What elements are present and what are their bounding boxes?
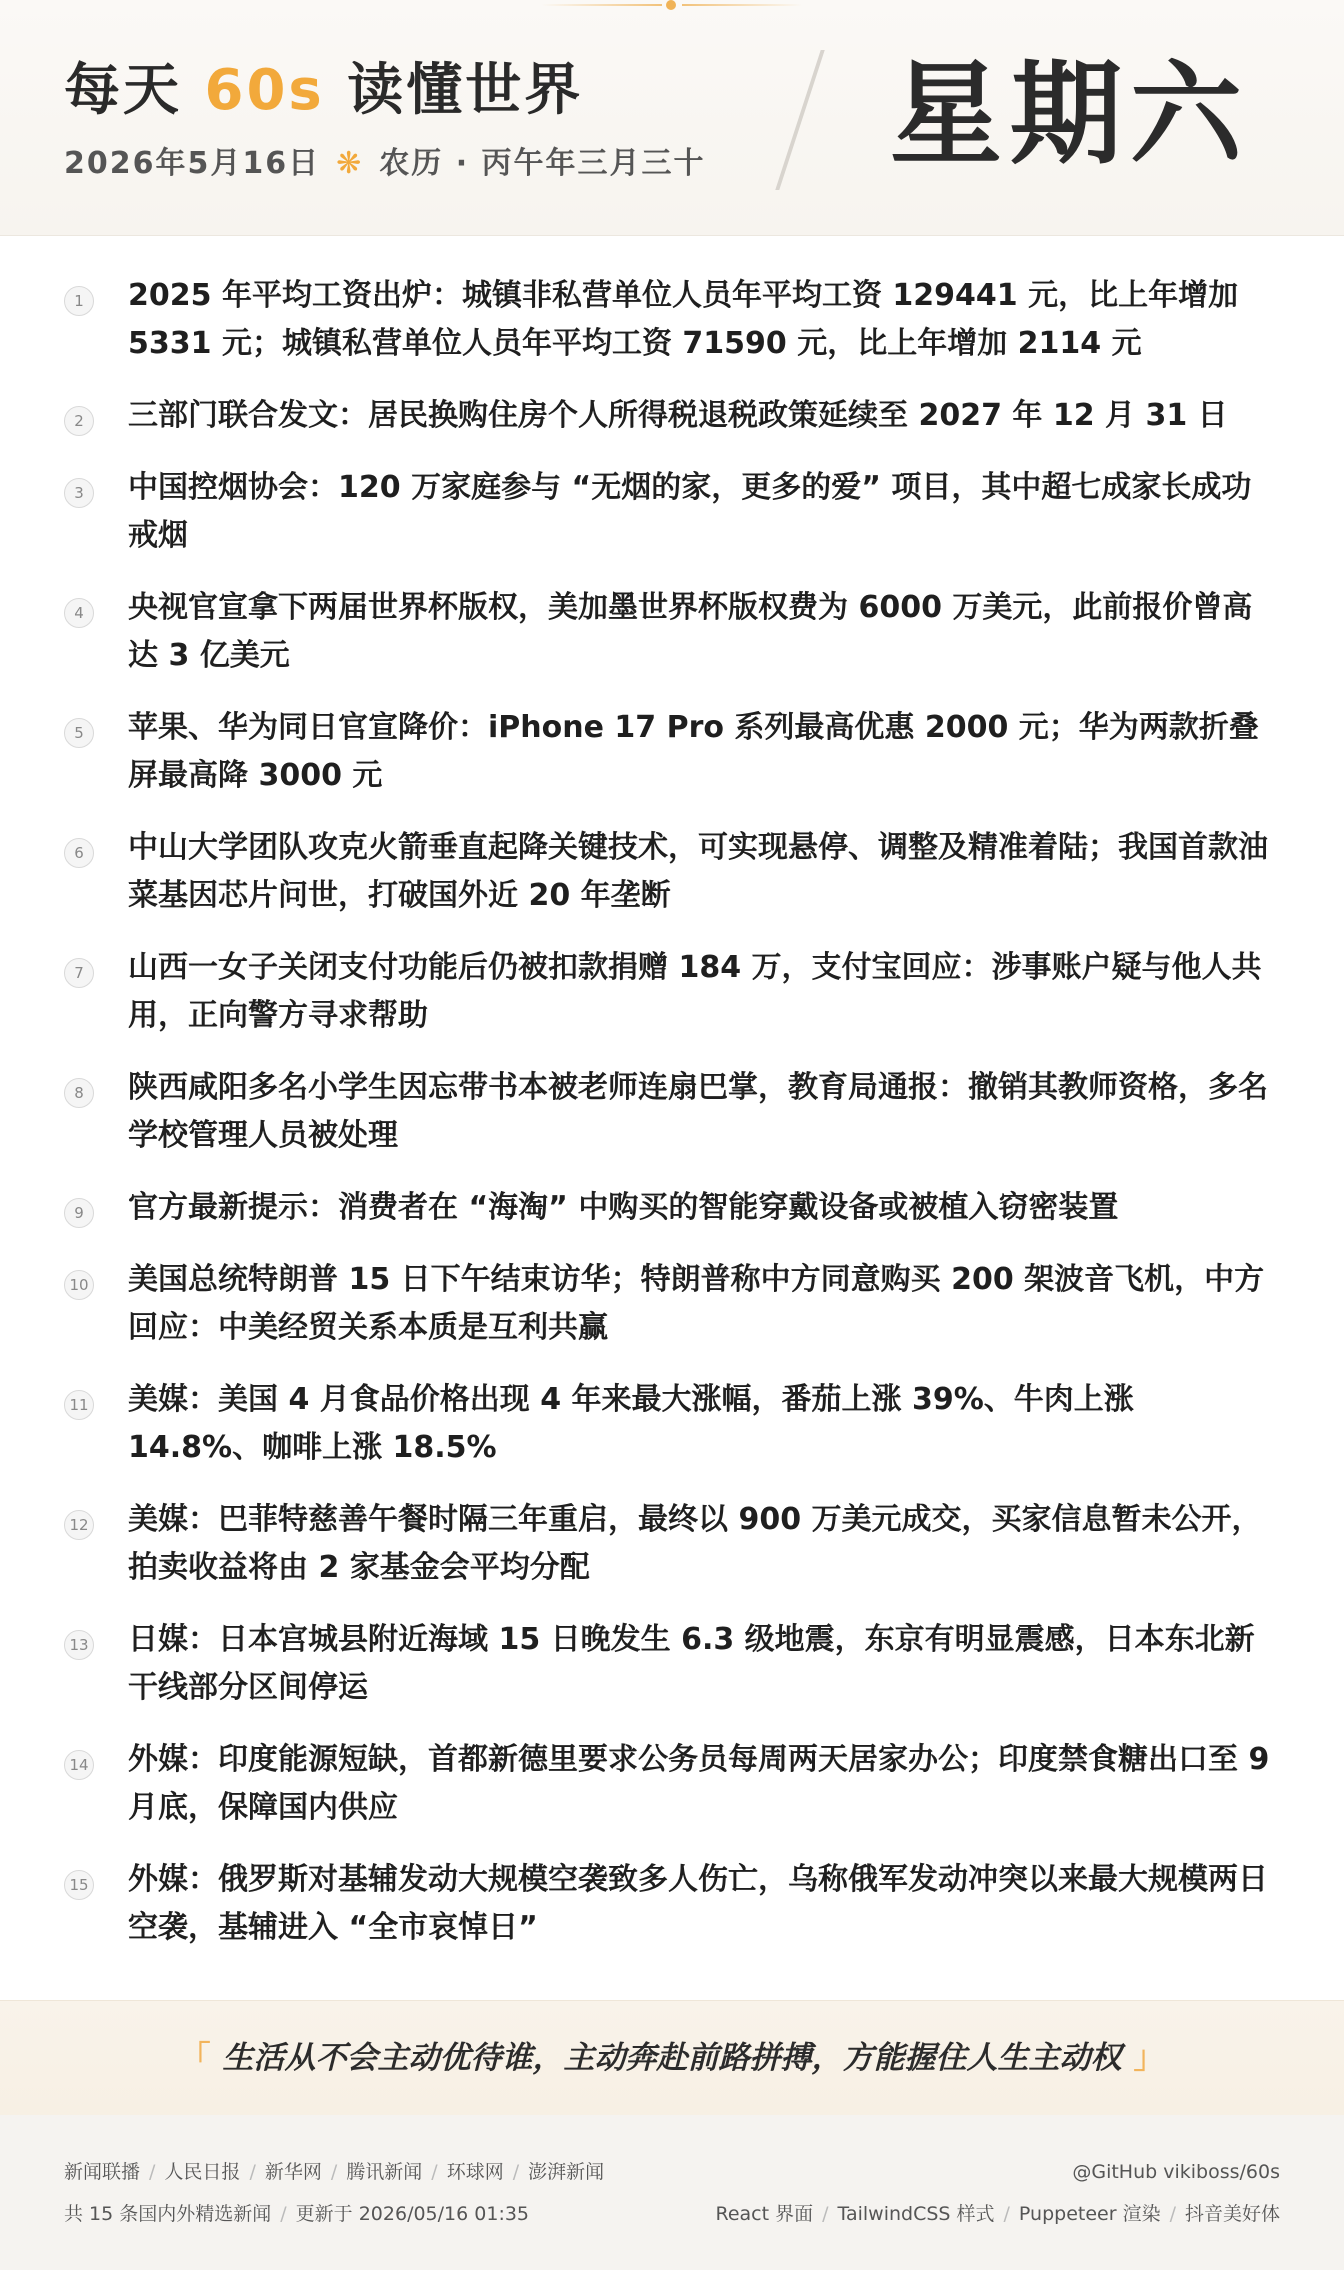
divider-slash [775, 50, 824, 190]
top-ornament [532, 0, 812, 12]
quote-close-mark: 」 [1133, 2040, 1165, 2076]
news-item [0, 392, 1344, 440]
lunar-date: 农历 · 丙午年三月三十 [379, 146, 706, 181]
updated-time: 更新于 2026/05/16 01:35 [295, 2203, 530, 2225]
news-number-badge: 14 [64, 1750, 94, 1780]
source-item: 腾讯新闻 [346, 2161, 423, 2183]
news-number-badge: 10 [64, 1270, 94, 1300]
news-item [0, 704, 1344, 800]
news-text: 中山大学团队攻克火箭垂直起降关键技术，可实现悬停、调整及精准着陆；我国首款油菜基因芯片问世，打破国外近 20 年垄断 [128, 830, 1268, 913]
news-text: 日媒：日本宫城县附近海域 15 日晚发生 6.3 级地震，东京有明显震感，日本东北新干线部分区间停运 [128, 1622, 1255, 1705]
news-item [0, 944, 1344, 1040]
footer-row-meta [64, 2199, 1280, 2229]
news-item [0, 1616, 1344, 1712]
news-item [0, 1064, 1344, 1160]
header [0, 0, 1344, 236]
separator: / [1169, 2203, 1176, 2225]
credit-item: React 界面 [715, 2203, 814, 2225]
news-number-badge: 3 [64, 478, 94, 508]
news-text: 三部门联合发文：居民换购住房个人所得税退税政策延续至 2027 年 12 月 31 日 [128, 398, 1228, 433]
separator: / [1003, 2203, 1010, 2225]
quote-text: 生活从不会主动优待谁，主动奔赴前路拼搏，方能握住人生主动权 [222, 2040, 1122, 2076]
news-number-badge: 6 [64, 838, 94, 868]
news-list [0, 272, 1344, 1976]
news-number-badge: 13 [64, 1630, 94, 1660]
source-item: 澎湃新闻 [528, 2161, 605, 2183]
credit-item: TailwindCSS 样式 [837, 2203, 995, 2225]
brand-prefix: 每天 [64, 58, 182, 123]
news-text: 山西一女子关闭支付功能后仍被扣款捐赠 184 万，支付宝回应：涉事账户疑与他人共用，正向警方寻求帮助 [128, 950, 1262, 1033]
news-number-badge: 2 [64, 406, 94, 436]
daily-quote [0, 2035, 1344, 2081]
brand-accent: 60s [204, 58, 325, 123]
gregorian-date: 2026年5月16日 [64, 146, 321, 181]
news-number-badge: 8 [64, 1078, 94, 1108]
separator: / [280, 2203, 287, 2225]
separator: / [431, 2161, 438, 2183]
separator: / [512, 2161, 520, 2183]
ornament-line-right [682, 4, 802, 6]
source-item: 新闻联播 [64, 2161, 141, 2183]
news-number-badge: 5 [64, 718, 94, 748]
news-number-badge: 1 [64, 286, 94, 316]
credits-list [715, 2199, 1280, 2229]
news-number-badge: 15 [64, 1870, 94, 1900]
separator: / [822, 2203, 829, 2225]
news-item [0, 1376, 1344, 1472]
news-item [0, 1256, 1344, 1352]
ornament-line-left [542, 4, 662, 6]
news-number-badge: 7 [64, 958, 94, 988]
news-text: 央视官宣拿下两届世界杯版权，美加墨世界杯版权费为 6000 万美元，此前报价曾高达 3 亿美元 [128, 590, 1253, 673]
news-item [0, 1856, 1344, 1952]
separator: / [330, 2161, 338, 2183]
news-count: 共 15 条国内外精选新闻 [64, 2203, 272, 2225]
news-text: 2025 年平均工资出炉：城镇非私营单位人员年平均工资 129441 元，比上年增加 5331 元；城镇私营单位人员年平均工资 71590 元，比上年增加 2114 元 [128, 278, 1239, 361]
weekday: 星期六 [890, 50, 1250, 180]
news-item [0, 272, 1344, 368]
news-item [0, 584, 1344, 680]
separator: / [249, 2161, 256, 2183]
date-line [64, 144, 706, 184]
news-item [0, 1736, 1344, 1832]
news-text: 官方最新提示：消费者在 “海淘” 中购买的智能穿戴设备或被植入窃密装置 [128, 1190, 1119, 1225]
news-item [0, 1496, 1344, 1592]
news-number-badge: 4 [64, 598, 94, 628]
news-text: 陕西咸阳多名小学生因忘带书本被老师连扇巴掌，教育局通报：撤销其教师资格，多名学校管理人员被处理 [128, 1070, 1268, 1153]
news-text: 外媒：印度能源短缺，首都新德里要求公务员每周两天居家办公；印度禁食糖出口至 9 月底，保障国内供应 [128, 1742, 1270, 1825]
footer-row-sources [64, 2157, 1280, 2187]
news-number-badge: 9 [64, 1198, 94, 1228]
news-text: 美媒：美国 4 月食品价格出现 4 年来最大涨幅，番茄上涨 39%、牛肉上涨 14.8%、咖啡上涨 18.5% [128, 1382, 1134, 1465]
news-text: 苹果、华为同日官宣降价：iPhone 17 Pro 系列最高优惠 2000 元；华为两款折叠屏最高降 3000 元 [128, 710, 1259, 793]
news-item [0, 464, 1344, 560]
news-number-badge: 12 [64, 1510, 94, 1540]
news-number-badge: 11 [64, 1390, 94, 1420]
credit-item: Puppeteer 渲染 [1018, 2203, 1161, 2225]
sparkle-icon: ❋ [336, 146, 364, 181]
news-text: 中国控烟协会：120 万家庭参与 “无烟的家，更多的爱” 项目，其中超七成家长成功戒烟 [128, 470, 1252, 553]
separator: / [149, 2161, 156, 2183]
quote-open-mark: 「 [179, 2040, 211, 2076]
source-item: 新华网 [264, 2161, 322, 2183]
source-item: 人民日报 [164, 2161, 241, 2183]
quote-band [0, 2000, 1344, 2116]
news-item [0, 824, 1344, 920]
news-item [0, 1184, 1344, 1232]
brand-title [64, 56, 583, 126]
footer [0, 2115, 1344, 2270]
ornament-dot [666, 0, 676, 10]
credit-item: 抖音美好体 [1184, 2203, 1280, 2225]
source-list [64, 2161, 604, 2183]
source-item: 环球网 [446, 2161, 504, 2183]
news-text: 外媒：俄罗斯对基辅发动大规模空袭致多人伤亡，乌称俄军发动冲突以来最大规模两日空袭，基辅进入 “全市哀悼日” [128, 1862, 1268, 1945]
news-text: 美媒：巴菲特慈善午餐时隔三年重启，最终以 900 万美元成交，买家信息暂未公开，拍卖收益将由 2 家基金会平均分配 [128, 1502, 1262, 1585]
repo-link[interactable]: @GitHub vikiboss/60s [1072, 2161, 1280, 2183]
news-text: 美国总统特朗普 15 日下午结束访华；特朗普称中方同意购买 200 架波音飞机，中方回应：中美经贸关系本质是互利共赢 [128, 1262, 1265, 1345]
brand-suffix: 读懂世界 [347, 58, 584, 123]
